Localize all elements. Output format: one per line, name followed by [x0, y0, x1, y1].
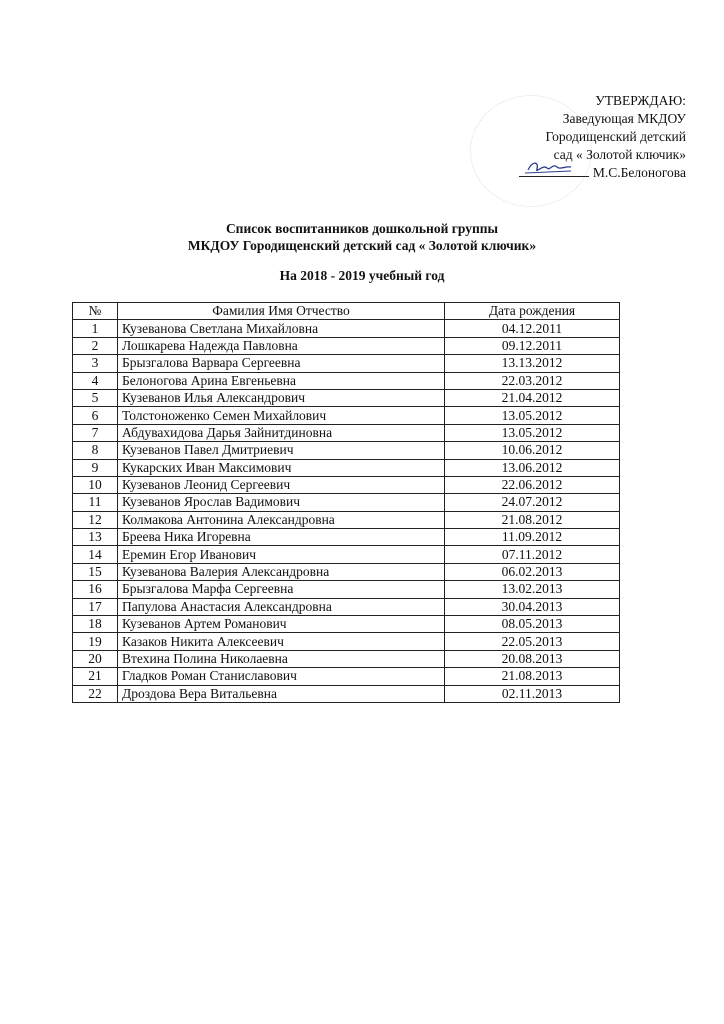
row-full-name: Папулова Анастасия Александровна: [118, 598, 445, 615]
row-full-name: Кузеванов Артем Романович: [118, 616, 445, 633]
row-birth-date: 13.05.2012: [445, 407, 620, 424]
row-birth-date: 21.08.2012: [445, 511, 620, 528]
row-birth-date: 02.11.2013: [445, 685, 620, 702]
row-birth-date: 13.06.2012: [445, 459, 620, 476]
table-row: [73, 581, 620, 598]
row-number: 3: [73, 355, 118, 372]
approval-org-line2: сад « Золотой ключик»: [553, 147, 686, 162]
header-full-name: Фамилия Имя Отчество: [118, 303, 445, 320]
table-row: [73, 442, 620, 459]
row-full-name: Бреева Ника Игоревна: [118, 529, 445, 546]
table-row: [73, 494, 620, 511]
row-full-name: Кузеванов Леонид Сергеевич: [118, 476, 445, 493]
header-birth-date: Дата рождения: [445, 303, 620, 320]
row-full-name: Казаков Никита Алексеевич: [118, 633, 445, 650]
table-row: [73, 320, 620, 337]
signature-underline: [519, 164, 589, 177]
row-full-name: Абдувахидова Дарья Зайнитдиновна: [118, 424, 445, 441]
row-birth-date: 09.12.2011: [445, 337, 620, 354]
row-number: 6: [73, 407, 118, 424]
table-row: [73, 633, 620, 650]
row-number: 22: [73, 685, 118, 702]
table-row: [73, 424, 620, 441]
row-birth-date: 07.11.2012: [445, 546, 620, 563]
row-number: 1: [73, 320, 118, 337]
row-birth-date: 08.05.2013: [445, 616, 620, 633]
table-row: [73, 650, 620, 667]
row-number: 13: [73, 529, 118, 546]
row-birth-date: 21.04.2012: [445, 389, 620, 406]
row-full-name: Белоногова Арина Евгеньевна: [118, 372, 445, 389]
row-full-name: Кузеванова Светлана Михайловна: [118, 320, 445, 337]
table-row: [73, 598, 620, 615]
row-number: 14: [73, 546, 118, 563]
table-header-row: [73, 303, 620, 320]
title-line-2: МКДОУ Городищенский детский сад « Золотой ключик»: [187, 238, 537, 253]
approval-signature-line: [519, 164, 686, 182]
table-row: [73, 459, 620, 476]
row-birth-date: 22.06.2012: [445, 476, 620, 493]
row-number: 4: [73, 372, 118, 389]
row-number: 21: [73, 668, 118, 685]
row-birth-date: 22.03.2012: [445, 372, 620, 389]
row-number: 8: [73, 442, 118, 459]
approval-signer: М.С.Белоногова: [592, 165, 686, 180]
row-number: 7: [73, 424, 118, 441]
row-full-name: Кукарских Иван Максимович: [118, 459, 445, 476]
row-full-name: Толстоноженко Семен Михайлович: [118, 407, 445, 424]
approval-block: [519, 92, 686, 182]
school-year: На 2018 - 2019 учебный год: [279, 268, 445, 283]
row-number: 9: [73, 459, 118, 476]
row-number: 10: [73, 476, 118, 493]
approval-position: Заведующая МКДОУ: [562, 111, 686, 126]
row-full-name: Еремин Егор Иванович: [118, 546, 445, 563]
row-birth-date: 13.05.2012: [445, 424, 620, 441]
row-number: 18: [73, 616, 118, 633]
row-number: 17: [73, 598, 118, 615]
row-birth-date: 10.06.2012: [445, 442, 620, 459]
row-birth-date: 13.13.2012: [445, 355, 620, 372]
header-number: №: [73, 303, 118, 320]
row-birth-date: 11.09.2012: [445, 529, 620, 546]
row-number: 15: [73, 563, 118, 580]
row-full-name: Дроздова Вера Витальевна: [118, 685, 445, 702]
table-row: [73, 407, 620, 424]
row-full-name: Гладков Роман Станиславович: [118, 668, 445, 685]
approval-heading: УТВЕРЖДАЮ:: [595, 93, 686, 108]
row-number: 5: [73, 389, 118, 406]
row-number: 11: [73, 494, 118, 511]
table-row: [73, 355, 620, 372]
row-full-name: Лошкарева Надежда Павловна: [118, 337, 445, 354]
row-birth-date: 21.08.2013: [445, 668, 620, 685]
row-birth-date: 06.02.2013: [445, 563, 620, 580]
row-full-name: Кузеванов Ярослав Вадимович: [118, 494, 445, 511]
row-birth-date: 13.02.2013: [445, 581, 620, 598]
row-full-name: Колмакова Антонина Александровна: [118, 511, 445, 528]
row-number: 12: [73, 511, 118, 528]
approval-org-line1: Городищенский детский: [545, 129, 686, 144]
row-number: 20: [73, 650, 118, 667]
table-row: [73, 563, 620, 580]
title-line-1: Список воспитанников дошкольной группы: [225, 221, 499, 236]
row-number: 2: [73, 337, 118, 354]
table-body: [73, 320, 620, 703]
row-number: 19: [73, 633, 118, 650]
row-birth-date: 24.07.2012: [445, 494, 620, 511]
signature-icon: [525, 158, 573, 176]
table-row: [73, 372, 620, 389]
row-full-name: Брызгалова Марфа Сергеевна: [118, 581, 445, 598]
table-row: [73, 337, 620, 354]
row-number: 16: [73, 581, 118, 598]
row-birth-date: 22.05.2013: [445, 633, 620, 650]
pupils-table: [72, 302, 620, 703]
document-title: [0, 220, 724, 254]
row-birth-date: 04.12.2011: [445, 320, 620, 337]
row-full-name: Кузеванов Павел Дмитриевич: [118, 442, 445, 459]
table-row: [73, 668, 620, 685]
table-row: [73, 546, 620, 563]
table-row: [73, 685, 620, 702]
table-row: [73, 476, 620, 493]
row-full-name: Кузеванова Валерия Александровна: [118, 563, 445, 580]
table-row: [73, 529, 620, 546]
table-row: [73, 389, 620, 406]
row-full-name: Брызгалова Варвара Сергеевна: [118, 355, 445, 372]
table-row: [73, 616, 620, 633]
row-birth-date: 30.04.2013: [445, 598, 620, 615]
table-row: [73, 511, 620, 528]
row-full-name: Втехина Полина Николаевна: [118, 650, 445, 667]
row-birth-date: 20.08.2013: [445, 650, 620, 667]
row-full-name: Кузеванов Илья Александрович: [118, 389, 445, 406]
